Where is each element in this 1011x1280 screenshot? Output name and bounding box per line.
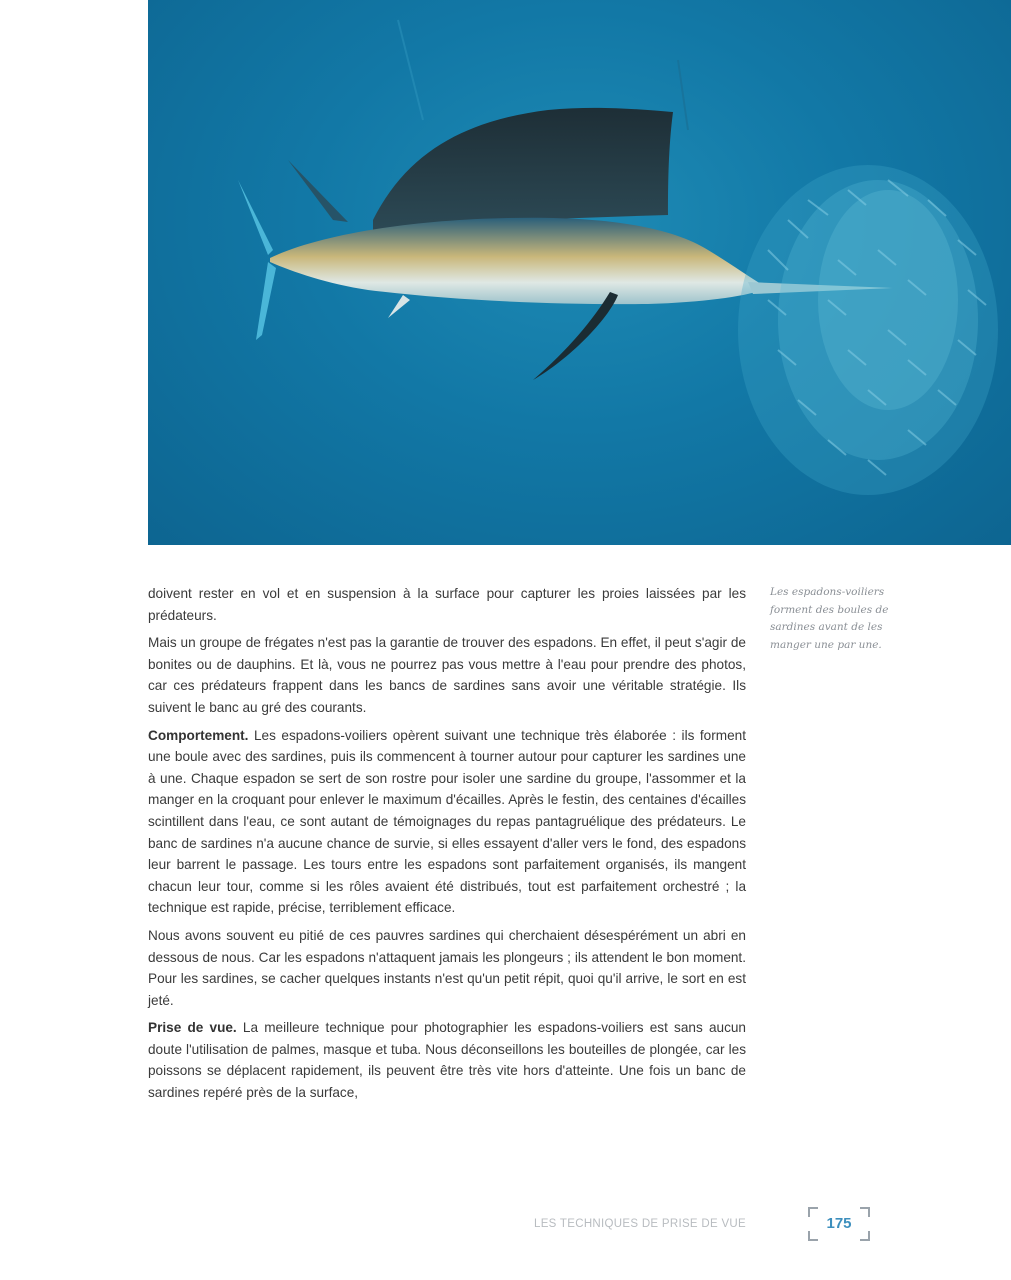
- page-number-box: [808, 1207, 870, 1241]
- paragraph-4: Nous avons souvent eu pitié de ces pauvres sardines qui cherchaient désespérément un abri en dessous de nous. Car les espadons n'attaquent jamais les plongeurs ; ils attendent le bon moment. Pour les sardines, se cacher quelques instants n'est qu'un petit répit, quoi qu'il arrive, le sort en est jeté.: [148, 927, 746, 1008]
- sardine-school: [738, 165, 998, 495]
- article-body: [148, 583, 746, 1110]
- sailfish-photo: [148, 0, 1011, 545]
- photo-caption: Les espadons-voiliers forment des boules de sardines avant de les manger une par une.: [770, 586, 889, 651]
- paragraph-1: doivent rester en vol et en suspension à la surface pour capturer les proies laissées par les prédateurs.: [148, 586, 746, 623]
- sailfish-illustration: [148, 0, 1011, 545]
- paragraph-2: Mais un groupe de frégates n'est pas la garantie de trouver des espadons. En effet, il peut s'agir de bonites ou de dauphins. Et là, vous ne pourrez pas vous mettre à l'eau pour prendre des photos, car ces prédateurs frappent dans les bancs de sardines sans avoir une véritable stratégie. Ils suivent le banc au gré des courants.: [148, 635, 746, 715]
- paragraph-5: Prise de vue. La meilleure technique pour photographier les espadons-voiliers est sans aucun doute l'utilisation de palmes, masque et tuba. Nous déconseillons les bouteilles de plongée, car les poissons se déplacent rapidement, ils peuvent être très vite hors d'atteinte. Une fois un banc de sardines repéré près de la surface,: [148, 1020, 746, 1101]
- paragraph-lead: Comportement.: [148, 727, 249, 743]
- running-footer: LES TECHNIQUES DE PRISE DE VUE: [534, 1218, 747, 1230]
- paragraph-3: Comportement. Les espadons-voiliers opèrent suivant une technique très élaborée : ils forment une boule avec des sardines, puis ils commencent à tourner autour pour capturer les sardines une à une. Chaque espadon se sert de son rostre pour isoler une sardine du groupe, l'assommer et la manger en la croquant pour enlever le maximum d'écailles. Après le festin, des centaines d'écailles scintillent dans l'eau, ce sont autant de témoignages du repas pantagruélique des prédateurs. Le banc de sardines n'a aucune chance de survie, si elles essayent d'aller vers le fond, des espadons leur barrent le passage. Les tours entre les espadons sont parfaitement organisés, ils mangent chacun leur tour, comme si les rôles avaient été distribués, tout est parfaitement orchestré ; la technique est rapide, précise, terriblement efficace.: [148, 727, 746, 916]
- page-number: 175: [826, 1215, 852, 1232]
- paragraph-lead: Prise de vue.: [148, 1020, 237, 1036]
